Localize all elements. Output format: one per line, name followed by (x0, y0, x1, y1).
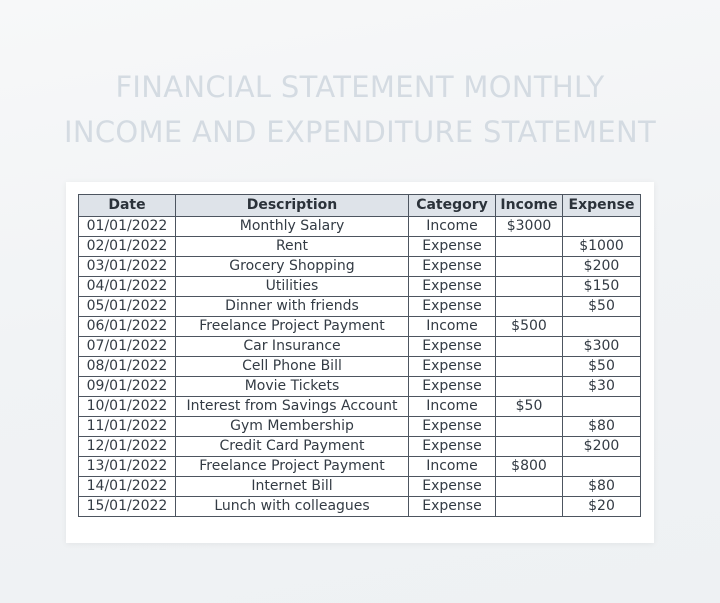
cell-category: Income (409, 397, 496, 417)
cell-category: Expense (409, 237, 496, 257)
table-row (79, 397, 641, 417)
cell-category: Income (409, 217, 496, 237)
statement-card (66, 182, 654, 543)
cell-expense (563, 317, 641, 337)
cell-date: 09/01/2022 (79, 377, 176, 397)
header-expense: Expense (563, 195, 641, 217)
cell-expense: $80 (563, 477, 641, 497)
table-row (79, 297, 641, 317)
cell-category: Expense (409, 337, 496, 357)
table-row (79, 277, 641, 297)
table-row (79, 217, 641, 237)
cell-date: 08/01/2022 (79, 357, 176, 377)
table-row (79, 317, 641, 337)
table-row (79, 337, 641, 357)
cell-description: Freelance Project Payment (176, 457, 409, 477)
cell-income (496, 337, 563, 357)
cell-expense (563, 457, 641, 477)
cell-income: $3000 (496, 217, 563, 237)
cell-expense (563, 217, 641, 237)
cell-category: Expense (409, 497, 496, 517)
cell-date: 04/01/2022 (79, 277, 176, 297)
cell-date: 06/01/2022 (79, 317, 176, 337)
cell-expense: $30 (563, 377, 641, 397)
header-category: Category (409, 195, 496, 217)
cell-description: Dinner with friends (176, 297, 409, 317)
cell-date: 01/01/2022 (79, 217, 176, 237)
cell-description: Movie Tickets (176, 377, 409, 397)
cell-date: 03/01/2022 (79, 257, 176, 277)
cell-category: Expense (409, 377, 496, 397)
cell-date: 05/01/2022 (79, 297, 176, 317)
cell-date: 07/01/2022 (79, 337, 176, 357)
cell-description: Gym Membership (176, 417, 409, 437)
cell-date: 14/01/2022 (79, 477, 176, 497)
cell-category: Expense (409, 417, 496, 437)
cell-expense: $200 (563, 257, 641, 277)
cell-income (496, 417, 563, 437)
cell-expense: $50 (563, 357, 641, 377)
cell-income (496, 237, 563, 257)
statement-table (78, 194, 641, 517)
cell-income (496, 377, 563, 397)
cell-expense: $50 (563, 297, 641, 317)
cell-description: Car Insurance (176, 337, 409, 357)
cell-date: 02/01/2022 (79, 237, 176, 257)
cell-category: Expense (409, 477, 496, 497)
cell-income: $800 (496, 457, 563, 477)
cell-category: Income (409, 457, 496, 477)
cell-expense: $1000 (563, 237, 641, 257)
table-row (79, 377, 641, 397)
table-row (79, 457, 641, 477)
cell-description: Cell Phone Bill (176, 357, 409, 377)
page-title-line-2: INCOME AND EXPENDITURE STATEMENT (63, 115, 657, 149)
cell-date: 10/01/2022 (79, 397, 176, 417)
table-row (79, 257, 641, 277)
cell-category: Expense (409, 437, 496, 457)
cell-expense (563, 397, 641, 417)
cell-income: $50 (496, 397, 563, 417)
cell-income (496, 277, 563, 297)
header-description: Description (176, 195, 409, 217)
table-row (79, 417, 641, 437)
table-body (79, 217, 641, 517)
cell-income (496, 477, 563, 497)
cell-income (496, 297, 563, 317)
cell-expense: $80 (563, 417, 641, 437)
cell-expense: $20 (563, 497, 641, 517)
table-row (79, 437, 641, 457)
cell-date: 15/01/2022 (79, 497, 176, 517)
cell-category: Expense (409, 257, 496, 277)
table-row (79, 237, 641, 257)
cell-description: Credit Card Payment (176, 437, 409, 457)
cell-income (496, 357, 563, 377)
cell-date: 12/01/2022 (79, 437, 176, 457)
cell-description: Interest from Savings Account (176, 397, 409, 417)
cell-category: Income (409, 317, 496, 337)
cell-income (496, 497, 563, 517)
table-header-row (79, 195, 641, 217)
cell-income: $500 (496, 317, 563, 337)
table-row (79, 497, 641, 517)
cell-description: Utilities (176, 277, 409, 297)
cell-expense: $200 (563, 437, 641, 457)
cell-description: Lunch with colleagues (176, 497, 409, 517)
cell-date: 11/01/2022 (79, 417, 176, 437)
table-row (79, 357, 641, 377)
cell-description: Grocery Shopping (176, 257, 409, 277)
header-date: Date (79, 195, 176, 217)
cell-category: Expense (409, 277, 496, 297)
cell-income (496, 257, 563, 277)
cell-description: Rent (176, 237, 409, 257)
cell-income (496, 437, 563, 457)
cell-category: Expense (409, 357, 496, 377)
cell-category: Expense (409, 297, 496, 317)
header-income: Income (496, 195, 563, 217)
cell-description: Freelance Project Payment (176, 317, 409, 337)
cell-description: Internet Bill (176, 477, 409, 497)
table-row (79, 477, 641, 497)
cell-expense: $150 (563, 277, 641, 297)
cell-expense: $300 (563, 337, 641, 357)
cell-date: 13/01/2022 (79, 457, 176, 477)
page-title-line-1: FINANCIAL STATEMENT MONTHLY (115, 70, 605, 104)
cell-description: Monthly Salary (176, 217, 409, 237)
